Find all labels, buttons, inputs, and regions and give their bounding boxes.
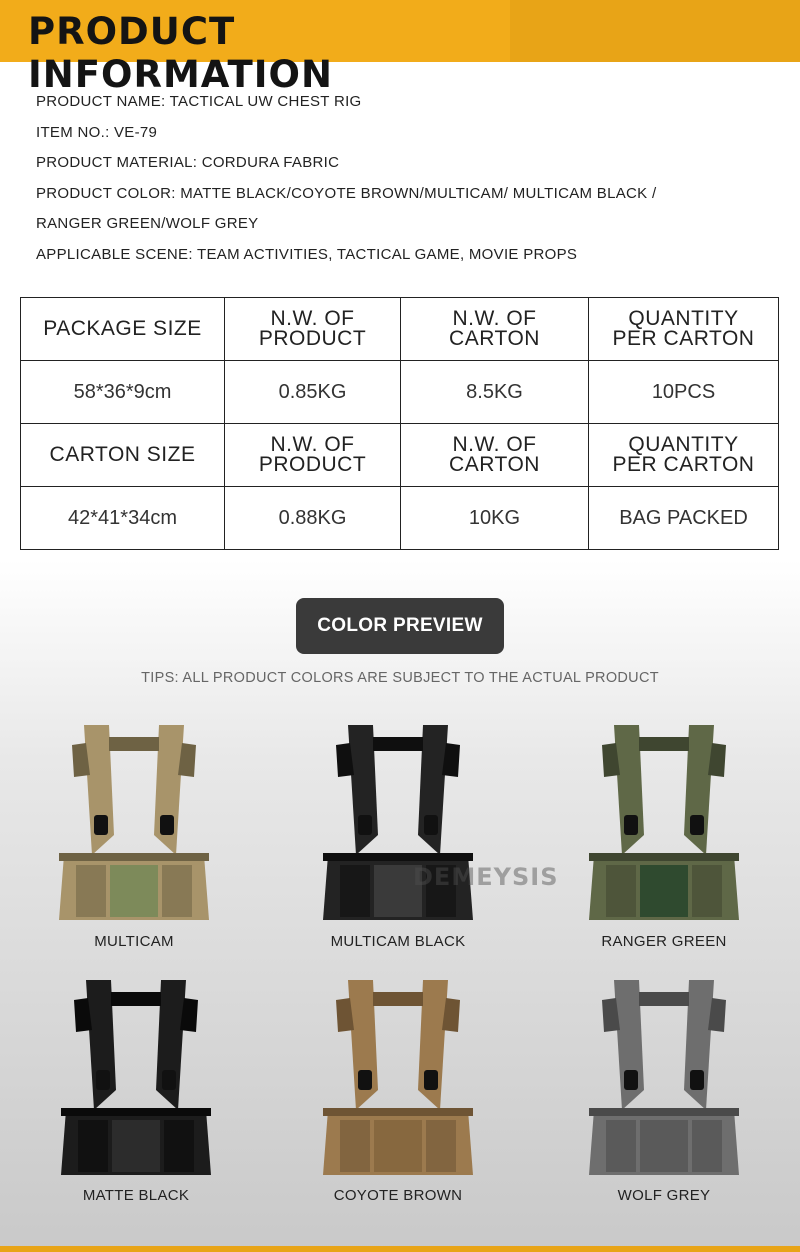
info-product-name: PRODUCT NAME: TACTICAL UW CHEST RIG — [36, 93, 362, 110]
chest-rig-image — [14, 715, 254, 925]
watermark-text: DEMEYSIS — [413, 863, 559, 891]
table-cell: 42*41*34cm — [21, 487, 225, 550]
table-row — [21, 487, 779, 550]
product-card[interactable] — [544, 970, 784, 1215]
info-item-no: ITEM NO.: VE-79 — [36, 123, 158, 141]
info-color-cont: RANGER GREEN/WOLF GREY — [36, 215, 259, 232]
header-title-box — [0, 0, 510, 96]
color-preview-button[interactable]: COLOR PREVIEW — [296, 598, 504, 654]
table-cell: QUANTITY PER CARTON — [589, 298, 779, 361]
product-card[interactable] — [16, 970, 256, 1215]
tips-text: TIPS: ALL PRODUCT COLORS ARE SUBJECT TO THE ACTUAL PRODUCT — [141, 670, 659, 686]
table-cell: N.W. OF CARTON — [401, 424, 589, 487]
table-cell: 0.88KG — [225, 487, 401, 550]
table-cell: BAG PACKED — [589, 487, 779, 550]
product-color-label: COYOTE BROWN — [333, 1187, 463, 1204]
bottom-accent-line — [0, 1246, 800, 1252]
chest-rig-image — [544, 715, 784, 925]
table-cell: QUANTITY PER CARTON — [589, 424, 779, 487]
chest-rig-image — [544, 970, 784, 1180]
table-cell: N.W. OF PRODUCT — [225, 298, 401, 361]
info-color: PRODUCT COLOR: MATTE BLACK/COYOTE BROWN/MULTICAM/ MULTICAM BLACK / — [36, 184, 657, 202]
product-card[interactable] — [544, 715, 784, 960]
product-card[interactable] — [278, 970, 518, 1215]
table-header-row — [21, 424, 779, 487]
product-card[interactable] — [14, 715, 254, 960]
chest-rig-image — [16, 970, 256, 1180]
table-cell: CARTON SIZE — [21, 424, 225, 487]
product-color-label: MATTE BLACK — [82, 1187, 190, 1204]
table-header-row — [21, 298, 779, 361]
table-cell: 58*36*9cm — [21, 361, 225, 424]
product-color-label: RANGER GREEN — [601, 933, 727, 950]
table-cell: N.W. OF CARTON — [401, 298, 589, 361]
spec-table — [20, 297, 779, 550]
product-card[interactable] — [278, 715, 518, 960]
product-color-label: MULTICAM BLACK — [330, 933, 466, 950]
table-cell: 8.5KG — [401, 361, 589, 424]
page-title: PRODUCT INFORMATION — [28, 10, 333, 96]
product-info-list — [36, 90, 656, 273]
table-cell: 0.85KG — [225, 361, 401, 424]
chest-rig-image — [278, 970, 518, 1180]
table-cell: PACKAGE SIZE — [21, 298, 225, 361]
table-cell: N.W. OF PRODUCT — [225, 424, 401, 487]
table-cell: 10KG — [401, 487, 589, 550]
product-color-label: MULTICAM — [94, 933, 174, 950]
info-scene: APPLICABLE SCENE: TEAM ACTIVITIES, TACTICAL GAME, MOVIE PROPS — [36, 245, 578, 263]
table-row — [21, 361, 779, 424]
product-color-label: WOLF GREY — [617, 1187, 711, 1204]
table-cell: 10PCS — [589, 361, 779, 424]
chest-rig-image — [278, 715, 518, 925]
info-material: PRODUCT MATERIAL: CORDURA FABRIC — [36, 154, 340, 171]
